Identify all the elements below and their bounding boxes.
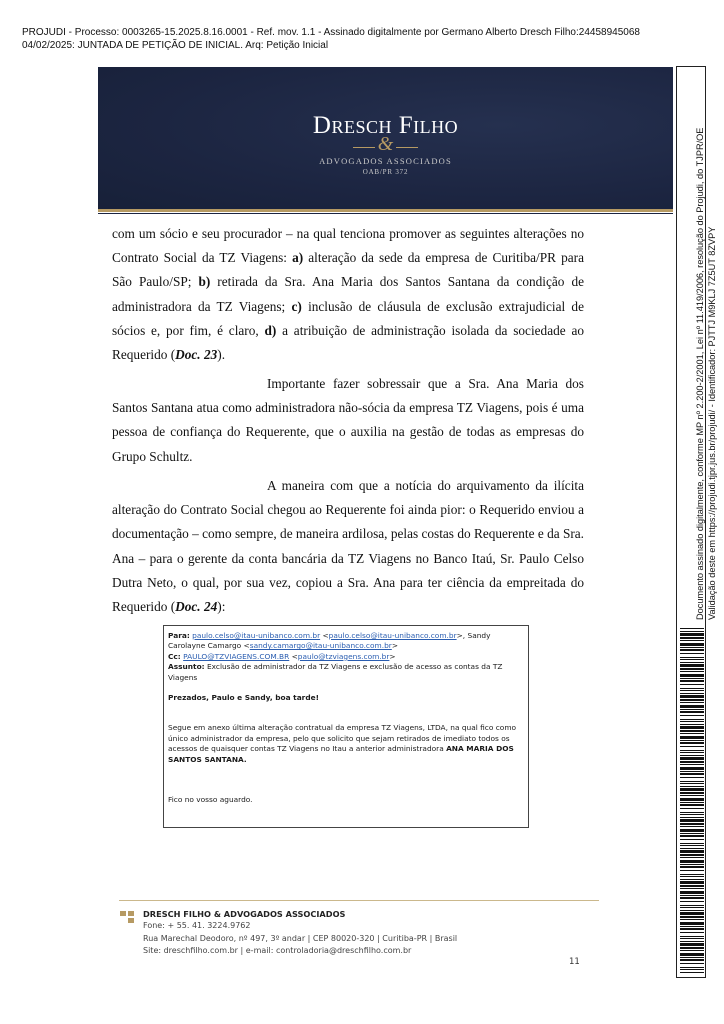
- validation-side-text: [675, 65, 715, 620]
- footer-divider: [119, 900, 599, 901]
- firm-logo-subtitle: ADVOGADOS ASSOCIADOS: [319, 156, 452, 166]
- paragraph-notice-delivery: A maneira com que a notícia do arquivamento da ilícita alteração do Contrato Social chegou ao Requerente foi ainda pior: o Requerido enviou a documentação – como sempre, de maneira ardilosa, pelas costas do Requerente e da Sra. Ana – para o gerente da conta bancária da TZ Viagens no Banco Itaú, Sr. Paulo Celso Dutra Neto, o qual, por sua vez, copiou a Sra. Ana para ter ciência da empreitada do Requerido (Doc. 24):: [112, 478, 584, 615]
- email-greeting: Prezados, Paulo e Sandy, boa tarde!: [168, 693, 319, 703]
- doc-reference-24: Doc. 24: [175, 599, 218, 615]
- validation-barcode: [680, 628, 704, 974]
- footer-site-email: Site: dreschfilho.com.br | e-mail: controladoria@dreschfilho.com.br: [143, 946, 412, 956]
- email-subject-line: Assunto: Exclusão de administrador da TZ Viagens e exclusão de acesso as contas da TZ Viagens: [168, 662, 503, 682]
- banner-bottom-line: [98, 213, 673, 214]
- letterhead-banner: [98, 67, 673, 212]
- firm-logo-name: Dresch Filho: [312, 112, 459, 139]
- email-link[interactable]: paulo@tzviagens.com.br: [297, 651, 390, 661]
- footer-phone: Fone: + 55. 41. 3224.9762: [143, 921, 251, 931]
- email-screenshot: [163, 625, 529, 828]
- page-number: 11: [569, 957, 580, 967]
- digital-signature-stamp: [22, 26, 662, 52]
- email-cc-line: Cc: PAULO@TZVIAGENS.COM.BR <paulo@tzviagens.com.br>: [168, 651, 396, 661]
- email-link[interactable]: sandy.camargo@itau-unibanco.com.br: [249, 641, 392, 651]
- paragraph-contract-changes: com um sócio e seu procurador – na qual tenciona promover as seguintes alterações no Contrato Social da TZ Viagens: a) alteração da sede da empresa de Curitiba/PR para São Paulo/SP; b) retirada da Sra. Ana Maria dos Santos Santana da condição de administradora da TZ Viagens; c) inclusão de cláusula de exclusão extrajudicial de sócios e, por fim, é claro, d) a atribuição de administração isolada da sociedade ao Requerido (Doc. 23).: [112, 226, 585, 363]
- stamp-line-2: 04/02/2025: JUNTADA DE PETIÇÃO DE INICIAL. Arq: Petição Inicial: [22, 40, 329, 51]
- paragraph-ana-maria-role: Importante fazer sobressair que a Sra. Ana Maria dos Santos Santana atua como administradora não-sócia da empresa TZ Viagens, pois é uma pessoa de confiança do Requerente, que o auxilia na gestão de todas as empresas do Grupo Schultz.: [112, 376, 584, 464]
- footer-address: Rua Marechal Deodoro, nº 497, 3º andar | CEP 80020-320 | Curitiba-PR | Brasil: [143, 933, 458, 943]
- email-link[interactable]: PAULO@TZVIAGENS.COM.BR: [183, 651, 290, 661]
- email-body: Segue em anexo última alteração contratual da empresa TZ Viagens, LTDA, na qual fico como único administrador da empresa, pelo que solicito que sejam retirados de imediato todos os acessos de quaisquer contas TZ Viagens no Itau a anterior administradora ANA MARIA DOS SANTOS SANTANA.: [168, 723, 517, 764]
- banner-gold-stripe: [98, 209, 673, 212]
- email-to-line: Para: paulo.celso@itau-unibanco.com.br <paulo.celso@itau-unibanco.com.br>, Sandy Carolayne Camargo <sandy.camargo@itau-unibanco.com.br>: [168, 631, 491, 651]
- email-link[interactable]: paulo.celso@itau-unibanco.com.br: [328, 631, 457, 640]
- footer-contact: [143, 908, 563, 958]
- email-link[interactable]: paulo.celso@itau-unibanco.com.br: [192, 631, 321, 640]
- validation-line-1: Documento assinado digitalmente, conforme MP nº 2.200-2/2001, Lei nº 11.419/2006, resolução do Projudi, do TJPR/OE: [695, 127, 705, 620]
- footer-firm-name: DRESCH FILHO & ADVOGADOS ASSOCIADOS: [143, 909, 346, 919]
- logo-divider-right: [396, 147, 418, 148]
- firm-oab-number: OAB/PR 372: [362, 168, 409, 176]
- email-closing: Fico no vosso aguardo.: [168, 795, 253, 805]
- footer-logo-icon: [120, 911, 136, 925]
- validation-line-2: Validação deste em https://projudi.tjpr.jus.br/projudi/ - Identificador: PJTTJ M9KLJ 7Z5UT 8ZVPY: [706, 226, 717, 620]
- stamp-line-1: PROJUDI - Processo: 0003265-15.2025.8.16.0001 - Ref. mov. 1.1 - Assinado digitalmente por Germano Alberto Dresch Filho:24458945068: [22, 27, 640, 38]
- firm-logo-ampersand: &: [377, 133, 394, 155]
- doc-reference-23: Doc. 23: [175, 347, 218, 363]
